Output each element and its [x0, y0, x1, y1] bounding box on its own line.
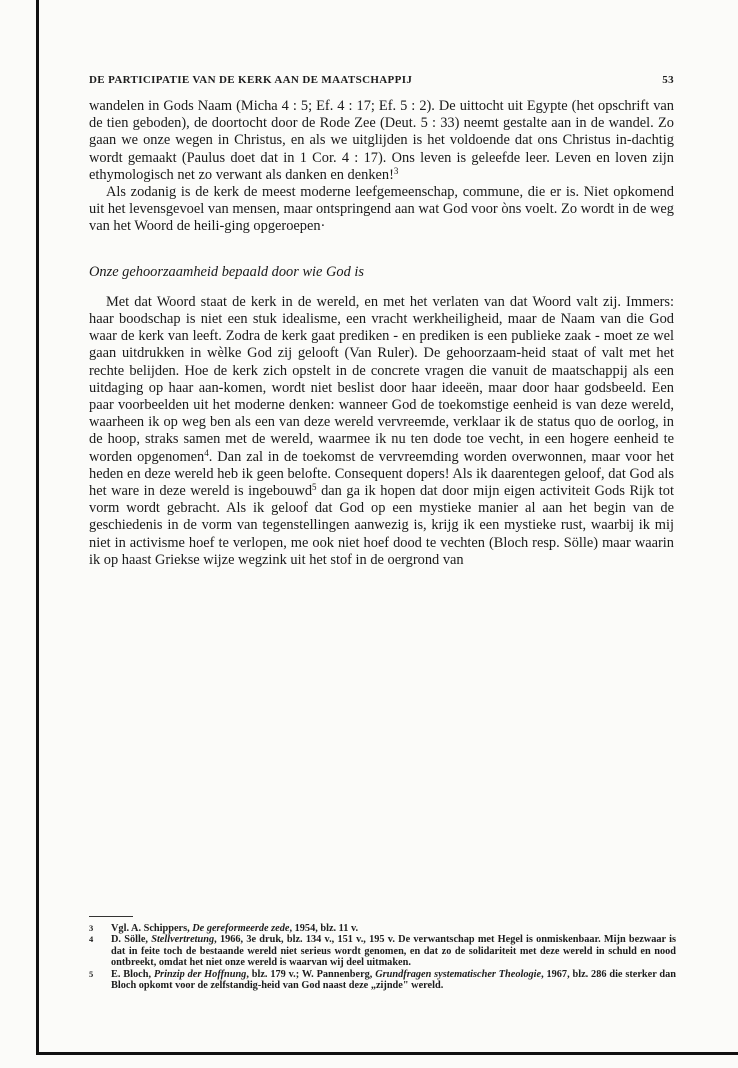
paragraph-1: wandelen in Gods Naam (Micha 4 : 5; Ef. 4 : 17; Ef. 5 : 2). De uittocht uit Egypte (het opschrift van de tien geboden), de doortocht door de Rode Zee (Deut. 5 : 33) neemt gestalte aan in de wandel. Zo gaan we onze wegen in Christus, en als we uitglijden is het voldoende dat ons Christus in-dachtig wordt gemaakt (Paulus doet dat in 1 Cor. 4 : 17). Ons leven is geleefde leer. Leven en loven zijn ethymologisch net zo verwant als danken en denken!$^3$ [89, 98, 674, 183]
section-heading: Onze gehoorzaamheid bepaald door wie God is [89, 263, 365, 280]
footnote-marker: 4 [89, 934, 94, 945]
footnote-5: 5 E. Bloch, Prinzip der Hoffnung, blz. 179 v.; W. Pannenberg, Grundfragen systematischer Theologie, 1967, blz. 286 die sterker dan Bloch opkomt voor de zelfstandig-heid van God naast deze „zijnde" wereld. [89, 968, 677, 992]
page-number: 53 [662, 74, 674, 86]
footnote-separator [89, 916, 133, 917]
paragraph-3: Met dat Woord staat de kerk in de wereld, en met het verlaten van dat Woord valt zij. Immers: haar boodschap is niet een stuk idealisme, een vracht werkheiligheid, maar de Naam van die God waar de kerk van leeft. Zodra de kerk gaat prediken - en prediken is een publieke zaak - moet ze wel gaan uitdrukken in wèlke God zij gelooft (Van Ruler). De gehoorzaam-heid staat of valt met het rechte belijden. Hoe de kerk zich opstelt in de concrete vragen die vanuit de maatschappij als een uitdaging op haar aan-komen, wordt niet beslist door haar ideeën, maar door haar godsbeeld. Een paar voorbeelden uit het moderne denken: wanneer God de toekomstige eenheid is van deze wereld, waarheen ik op weg ben als een van deze wereld vervreemde, verklaar ik de status quo de oorlog, in de hoop, straks samen met de wereld, waarmee ik nu ten dode toe vecht, in een hogere eenheid te worden opgenomen$^4$. Dan zal in de toekomst de vervreemding worden overwonnen, maar voor het heden en deze wereld heb ik geen belofte. Consequent dopers! Als ik daarentegen geloof, dat God als het ware in deze wereld is ingebouwd$^5$ dan ga ik hopen dat door mijn eigen activiteit Gods Rijk tot vorm wordt gebracht. Als ik geloof dat God op een mystieke manier al aan het begin van de geschiedenis in de vorm van tegenstellingen aanwezig is, krijg ik een mystieke rust, waarbij ik mij niet in activisme hoef te verlopen, me ook niet hoef dood te vechten (Bloch resp. Sölle) maar waarin ik op haast Griekse wijze wegzink uit het stof in de oergrond van [89, 293, 674, 568]
paragraph-2: Als zodanig is de kerk de meest moderne leefgemeenschap, commune, die er is. Niet opkomend uit het levensgevoel van mensen, maar ontspringend aan wat God voor òns voelt. Zo wordt in de weg van het Woord de heili-ging opgeroepen· [89, 184, 674, 235]
footnotes [89, 923, 676, 991]
running-header [89, 74, 674, 90]
cited-title-2: Grundfragen systematischer Theologie [375, 968, 542, 980]
scan-border-bottom [36, 1052, 738, 1055]
footnote-ref-4: 4 [204, 447, 209, 458]
footnote-4: 4 D. Sölle, Stellvertretung, 1966, 3e druk, blz. 134 v., 151 v., 195 v. De verwantschap met Hegel is onmiskenbaar. Mijn bezwaar is dat in feite toch de bestaande wereld niet serieus wordt genomen, en dat zo de solidariteit met deze wereld in schuld en nood ontbreekt, omdat het niet onze wereld is waarvan wij deel uitmaken. [89, 934, 676, 969]
cited-title: De gereformeerde zede [192, 923, 290, 934]
running-title: DE PARTICIPATIE VAN DE KERK AAN DE MAATSCHAPPIJ [89, 74, 413, 86]
main-text [89, 98, 674, 569]
footnote-3: 3 Vgl. A. Schippers, De gereformeerde zede, 1954, blz. 11 v. [89, 923, 359, 934]
footnote-ref-3: 3 [393, 165, 399, 176]
footnote-marker: 5 [89, 968, 94, 979]
cited-title: Prinzip der Hoffnung [153, 968, 247, 980]
footnote-ref-5: 5 [312, 482, 317, 493]
cited-title: Stellvertretung [151, 934, 215, 946]
footnote-marker: 3 [89, 923, 94, 933]
scan-border-left [36, 0, 39, 1054]
